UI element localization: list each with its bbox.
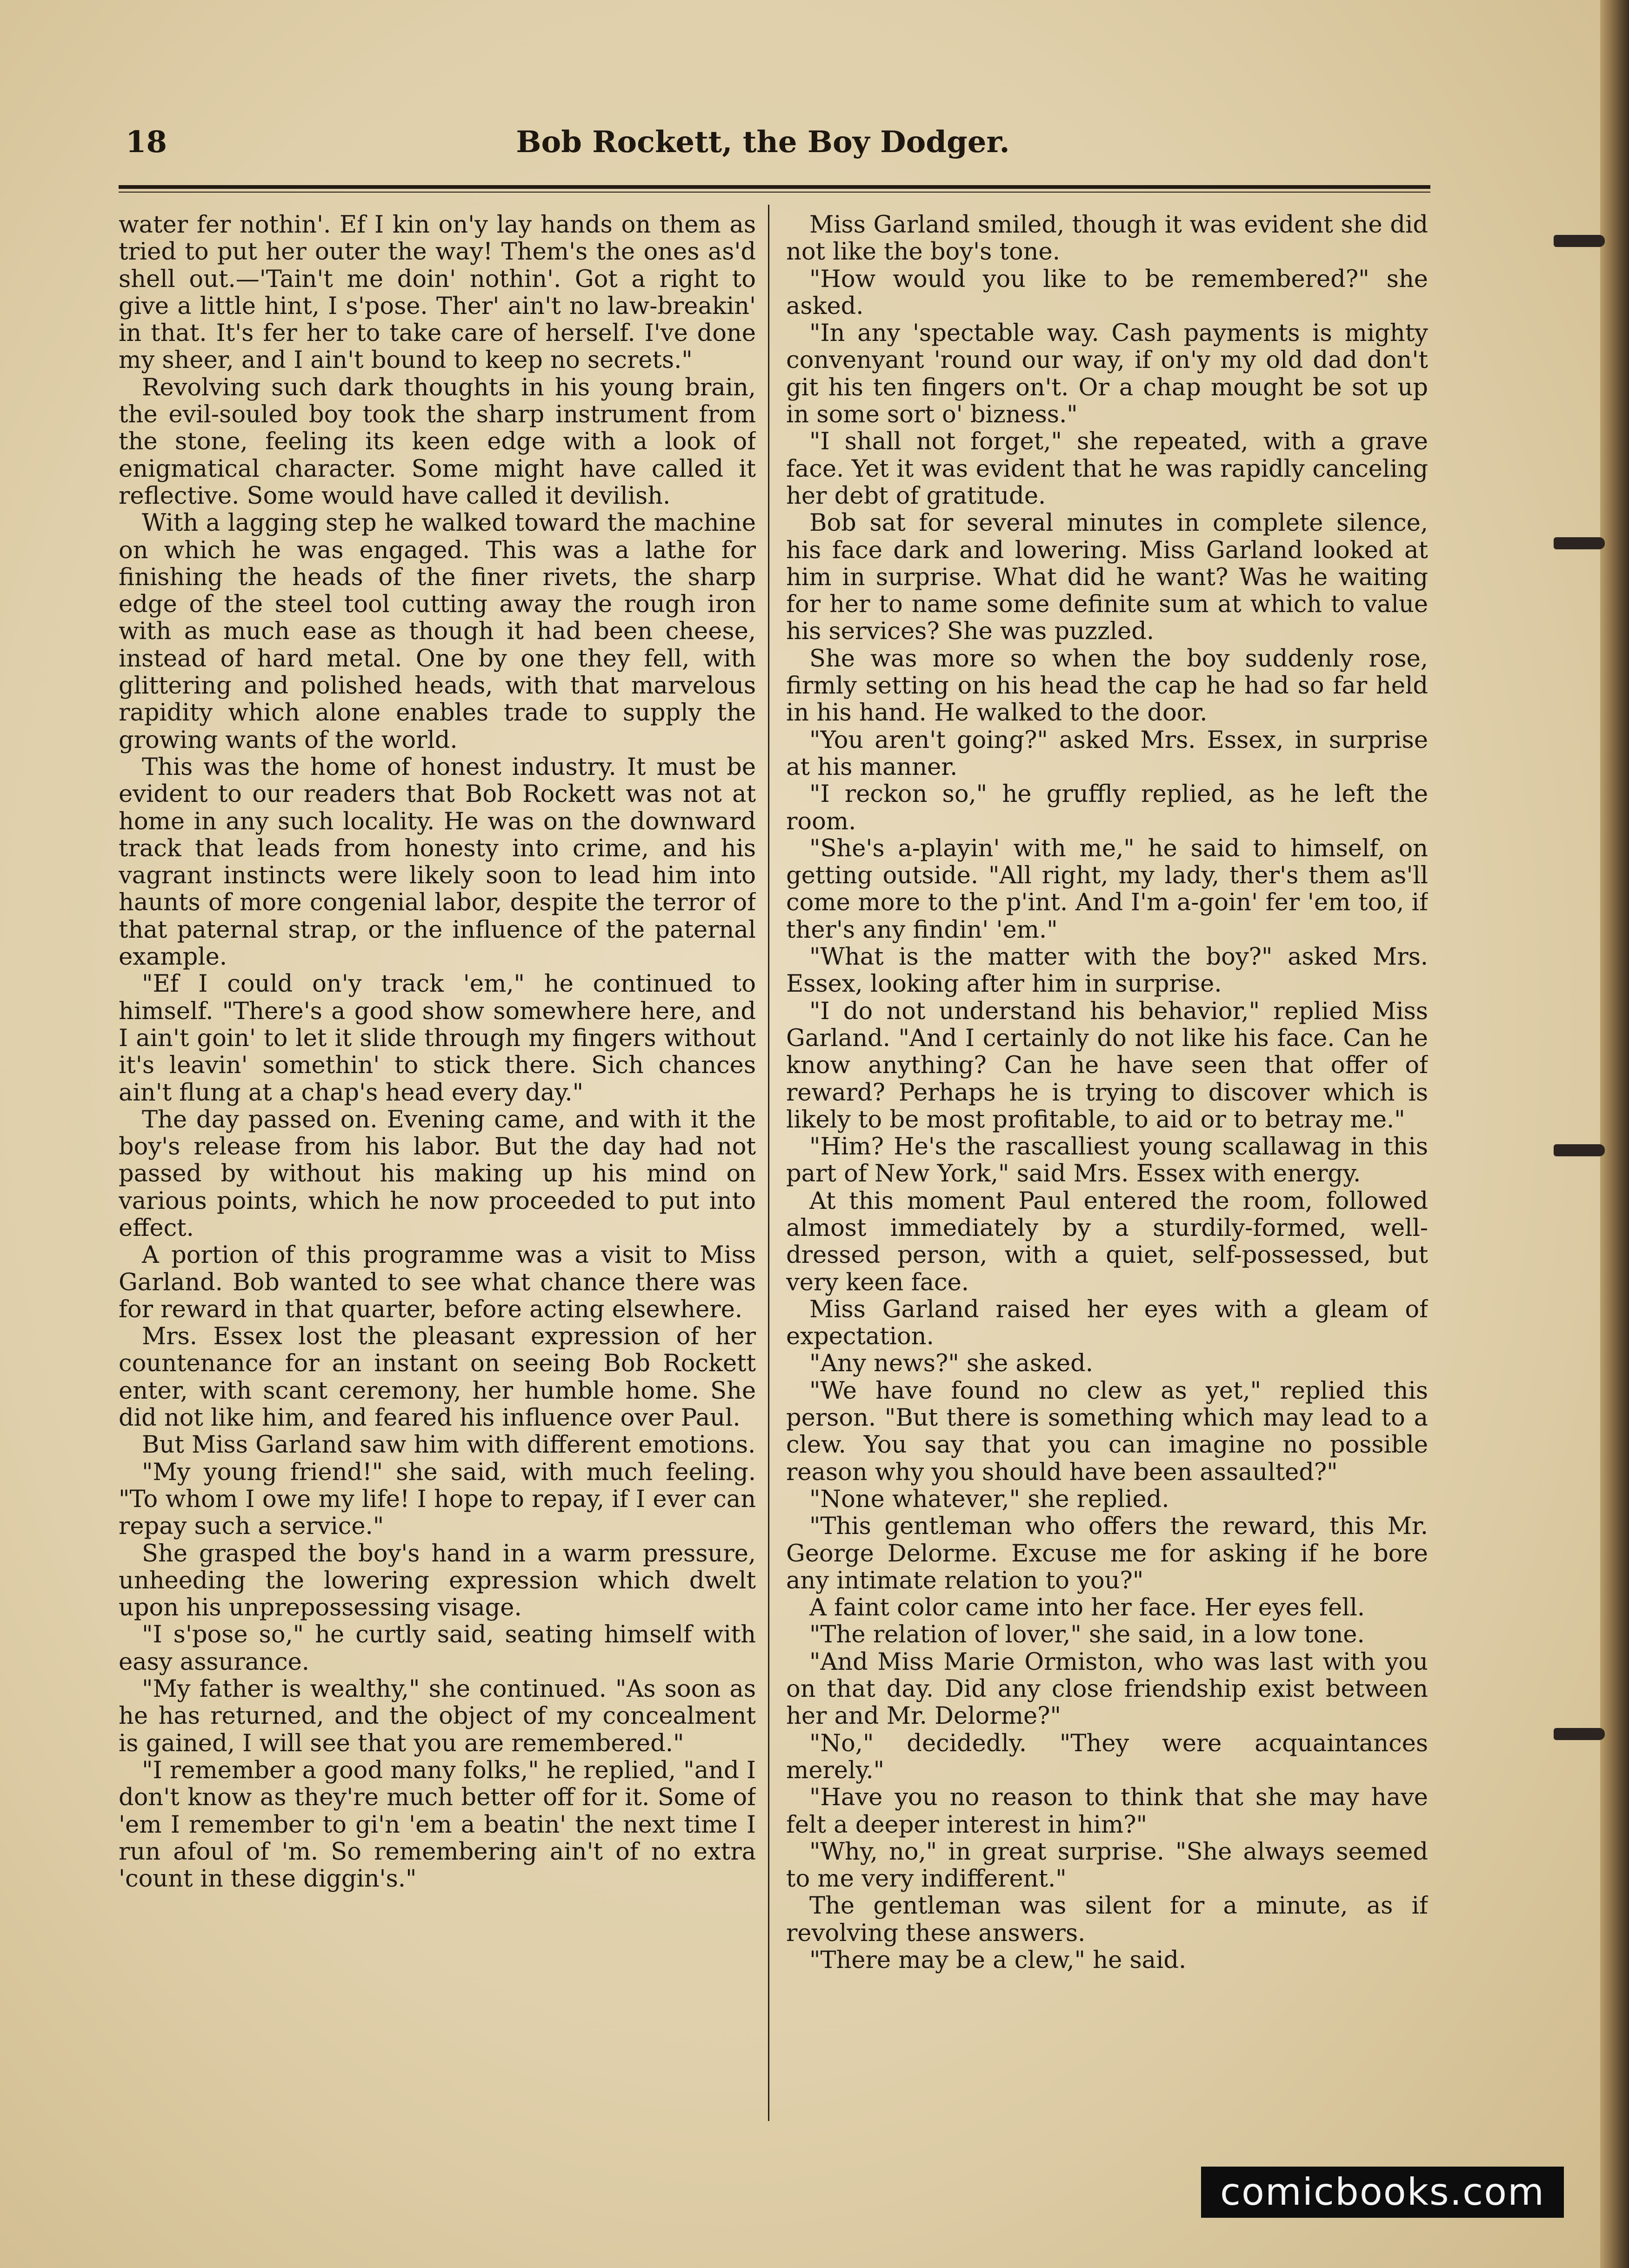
paragraph: Mrs. Essex lost the pleasant expression of her countenance for an instant on seeing Bob Rockett enter, with scant ceremony, her humble home. She did not like him, and feared his influence over Paul.: [119, 1323, 756, 1432]
paragraph: Revolving such dark thoughts in his young brain, the evil-souled boy took the sharp instrument from the stone, feeling its keen edge with a look of enigmatical character. Some might have called it reflective. Some would have called it devilish.: [119, 374, 756, 510]
left-text-column: [119, 212, 756, 2119]
paragraph: "Why, no," in great surprise. "She always seemed to me very indifferent.": [786, 1838, 1428, 1893]
paragraph: "None whatever," she replied.: [809, 1485, 1169, 1513]
paragraph: "This gentleman who offers the reward, this Mr. George Delorme. Excuse me for asking if he bore any intimate relation to you?": [786, 1513, 1428, 1594]
paragraph: "I remember a good many folks," he replied, "and I don't know as they're much better off for it. Some of 'em I remember to gi'n 'em a beatin' the next time I run afoul of 'm. So remembering ain't of no extra 'count in these diggin's.": [119, 1756, 756, 1893]
paragraph: "I s'pose so," he curtly said, seating himself with easy assurance.: [119, 1621, 756, 1676]
paragraph: "Him? He's the rascalliest young scallawag in this part of New York," said Mrs. Essex with energy.: [786, 1133, 1428, 1188]
paragraph: At this moment Paul entered the room, followed almost immediately by a sturdily-formed, well-dressed person, with a quiet, self-possessed, but very keen face.: [786, 1187, 1428, 1296]
binding-spine: [1600, 0, 1629, 2268]
paragraph: A faint color came into her face. Her eyes fell.: [809, 1594, 1365, 1622]
paragraph: With a lagging step he walked toward the machine on which he was engaged. This was a lathe for finishing the heads of the finer rivets, the sharp edge of the steel tool cutting away the rough iron with as much ease as though it had been cheese, instead of hard metal. One by one they fell, with glittering and polished heads, with that marvelous rapidity which alone enables trade to supply the growing wants of the world.: [119, 509, 756, 754]
paragraph: "I do not understand his behavior," replied Miss Garland. "And I certainly do not like his face. Can he know anything? Can he have seen that offer of reward? Perhaps he is trying to discover which is likely to be most profitable, to aid or to betray me.": [786, 997, 1428, 1134]
paragraph: A portion of this programme was a visit to Miss Garland. Bob wanted to see what chance there was for reward in that quarter, before acting elsewhere.: [119, 1241, 756, 1323]
paragraph: "There may be a clew," he said.: [809, 1947, 1187, 1974]
paragraph: Bob sat for several minutes in complete silence, his face dark and lowering. Miss Garland looked at him in surprise. What did he want? Was he waiting for her to name some definite sum at which to value his services? She was puzzled.: [786, 509, 1428, 646]
paragraph: Miss Garland raised her eyes with a gleam of expectation.: [786, 1295, 1428, 1351]
watermark: comicbooks.com: [1201, 2167, 1564, 2218]
paragraph: "You aren't going?" asked Mrs. Essex, in surprise at his manner.: [786, 726, 1428, 781]
paragraph: But Miss Garland saw him with different emotions.: [142, 1431, 756, 1459]
staple: [1554, 537, 1605, 549]
paragraph: "Any news?" she asked.: [809, 1350, 1093, 1378]
paragraph: "What is the matter with the boy?" asked Mrs. Essex, looking after him in surprise.: [786, 943, 1428, 998]
paragraph: She grasped the boy's hand in a warm pressure, unheeding the lowering expression which dwelt upon his unprepossessing visage.: [119, 1540, 756, 1622]
header-rule: [119, 185, 1430, 193]
paragraph: This was the home of honest industry. It must be evident to our readers that Bob Rockett was not at home in any such locality. He was on the downward track that leads from honesty into crime, and his vagrant instincts were likely soon to lead him into haunts of more congenial labor, despite the terror of that paternal strap, or the influence of the paternal example.: [119, 753, 756, 971]
paragraph: "In any 'spectable way. Cash payments is mighty convenyant 'round our way, if on'y my old dad don't git his ten fingers on't. Or a chap mought be sot up in some sort o' bizness.": [786, 320, 1428, 429]
staple: [1554, 1144, 1605, 1156]
paragraph: "Have you no reason to think that she may have felt a deeper interest in him?": [786, 1784, 1428, 1839]
paragraph: "How would you like to be remembered?" she asked.: [786, 265, 1428, 320]
page-number: 18: [126, 125, 167, 160]
running-title: Bob Rockett, the Boy Dodger.: [516, 125, 1010, 160]
paragraph: "And Miss Marie Ormiston, who was last with you on that day. Did any close friendship exist between her and Mr. Delorme?": [786, 1648, 1428, 1730]
paragraph: "My father is wealthy," she continued. "As soon as he has returned, and the object of my concealment is gained, I will see that you are remembered.": [119, 1675, 756, 1757]
paragraph: "My young friend!" she said, with much feeling. "To whom I owe my life! I hope to repay, if I ever can repay such a service.": [119, 1458, 756, 1541]
right-text-column: [786, 212, 1428, 2119]
paragraph: "We have found no clew as yet," replied this person. "But there is something which may lead to a clew. You say that you can imagine no possible reason why you should have been assaulted?": [786, 1377, 1428, 1486]
paragraph: The day passed on. Evening came, and with it the boy's release from his labor. But the day had not passed by without his making up his mind on various points, which he now proceeded to put into effect.: [119, 1106, 756, 1242]
paragraph: Miss Garland smiled, though it was evident she did not like the boy's tone.: [786, 212, 1428, 266]
paragraph: "I shall not forget," she repeated, with a grave face. Yet it was evident that he was rapidly canceling her debt of gratitude.: [786, 428, 1428, 510]
paragraph: She was more so when the boy suddenly rose, firmly setting on his head the cap he had so far held in his hand. He walked to the door.: [786, 645, 1428, 727]
paragraph: "I reckon so," he gruffly replied, as he left the room.: [786, 780, 1428, 835]
paragraph: "The relation of lover," she said, in a low tone.: [809, 1621, 1365, 1649]
paragraph: The gentleman was silent for a minute, as if revolving these answers.: [786, 1892, 1428, 1947]
paragraph: "Ef I could on'y track 'em," he continued to himself. "There's a good show somewhere here, and I ain't goin' to let it slide through my fingers without it's leavin' somethin' to stick there. Sich chances ain't flung at a chap's head every day.": [119, 970, 756, 1107]
paragraph: "No," decidedly. "They were acquaintances merely.": [786, 1729, 1428, 1784]
column-divider: [768, 205, 769, 2121]
paragraph: water fer nothin'. Ef I kin on'y lay hands on them as tried to put her outer the way! Them's the ones as'd shell out.—'Tain't me doin' nothin'. Got a right to give a little hint, I s'pose. Ther' ain't no law-breakin' in that. It's fer her to take care of herself. I've done my sheer, and I ain't bound to keep no secrets.": [119, 212, 756, 374]
paragraph: "She's a-playin' with me," he said to himself, on getting outside. "All right, my lady, ther's them as'll come more to the p'int. And I'm a-goin' fer 'em too, if ther's any findin' 'em.": [786, 834, 1428, 944]
staple: [1554, 235, 1605, 247]
staple: [1554, 1728, 1605, 1740]
